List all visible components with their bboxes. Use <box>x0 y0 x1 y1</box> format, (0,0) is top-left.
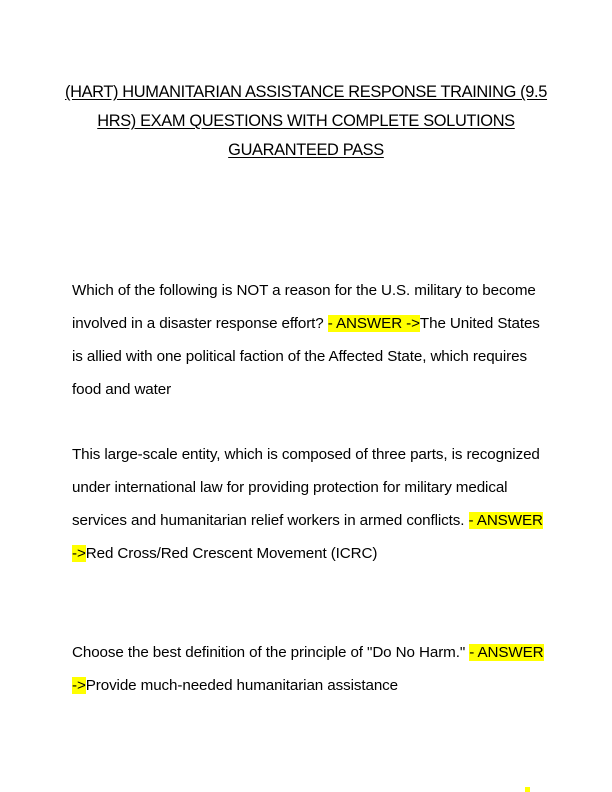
qa-item <box>72 274 544 406</box>
question-text: Which of the following is NOT a reason for the U.S. military to become involved in a disaster response effort? <box>72 282 536 332</box>
question-text: Choose the best definition of the principle of "Do No Harm." <box>72 644 466 661</box>
answer-marker: - ANSWER -> <box>327 315 420 332</box>
qa-item <box>72 438 544 570</box>
answer-marker: - ANSWER -> <box>72 644 544 694</box>
answer-text: Provide much-needed humanitarian assistance <box>85 677 399 694</box>
highlight-fragment <box>525 787 530 792</box>
qa-item <box>72 636 544 702</box>
answer-text: The United States is allied with one political faction of the Affected State, which requires food and water <box>72 315 540 398</box>
document-title: (HART) HUMANITARIAN ASSISTANCE RESPONSE TRAINING (9.5 HRS) EXAM QUESTIONS WITH COMPLETE SOLUTIONS GUARANTEED PASS <box>64 83 548 159</box>
answer-text: Red Cross/Red Crescent Movement (ICRC) <box>85 545 378 562</box>
answer-marker: - ANSWER -> <box>72 512 543 562</box>
question-text: This large-scale entity, which is composed of three parts, is recognized under international law for providing protection for military medical services and humanitarian relief workers in armed conflicts. <box>72 446 540 529</box>
